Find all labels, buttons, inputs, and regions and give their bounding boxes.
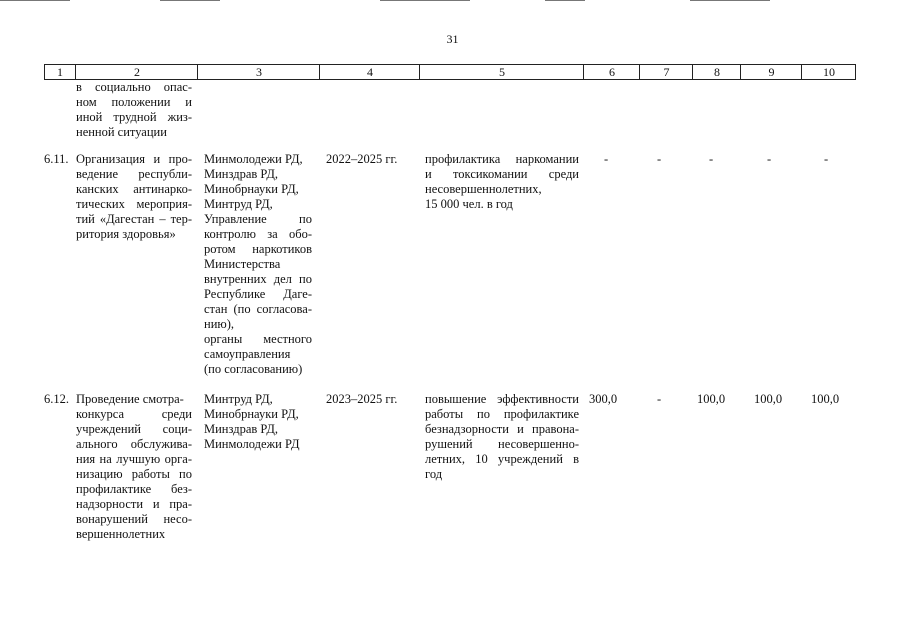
executor-line: Минмолодежи РД, [204,152,303,166]
row-6-12-col9: 100,0 [754,392,783,406]
row-6-12-col8: 100,0 [697,392,726,406]
header-col-7: 7 [639,65,693,79]
result-line: год [425,467,443,481]
row-6-12-executors [204,392,312,452]
executor-line: самоуправления [204,347,291,361]
executor-line: Минтруд РД, [204,197,273,211]
row-6-12-result [425,392,579,482]
row-6-12-number: 6.12. [44,392,69,406]
header-col-5: 5 [419,65,584,79]
row-6-12-col6: 300,0 [589,392,618,406]
executor-line: органы местного [204,332,312,346]
row-6-11-col9: - [767,152,772,166]
row-6-12-name [76,392,192,542]
name-line: тических мероприя- [76,197,192,211]
name-line: вонарушений несо- [76,512,192,526]
executor-line: нию), [204,317,235,331]
row-6-11-result [425,152,579,212]
row-6-11-executors [204,152,312,377]
name-line: ном положении и [76,95,192,109]
name-line: в социально опас- [76,80,192,94]
page-number: 31 [446,32,459,46]
header-col-9: 9 [740,65,802,79]
result-line: рушений несовершенно- [425,437,579,451]
result-line: работы по профилактике [425,407,579,421]
row-6-11-col7: - [657,152,662,166]
name-line: ненной ситуации [76,125,167,139]
row-6-11-period: 2022–2025 гг. [326,152,398,166]
executor-line: Минздрав РД, [204,167,279,181]
result-line: безнадзорности и правона- [425,422,579,436]
name-line: тий «Дагестан – тер- [76,212,192,226]
executor-line: ротом наркотиков [204,242,312,256]
name-line: надзорности и пра- [76,497,192,511]
table-header-row [44,64,856,80]
name-line: низацию работы по [76,467,192,481]
scan-mark [545,0,585,1]
name-line: иной трудной жиз- [76,110,192,124]
row-6-11-col6: - [604,152,609,166]
executor-line: Минобрнауки РД, [204,407,299,421]
executor-line: Управление по [204,212,312,226]
row-continuation-name [76,80,192,140]
row-6-12-col7: - [657,392,662,406]
executor-line: внутренних дел по [204,272,312,286]
scan-mark [690,0,770,1]
name-line: профилактике без- [76,482,192,496]
executor-line: Минздрав РД, [204,422,279,436]
scan-mark [160,0,220,1]
name-line: канских антинарко- [76,182,192,196]
header-col-8: 8 [692,65,741,79]
result-line: повышение эффективности [425,392,579,406]
header-col-4: 4 [319,65,420,79]
name-line: вершеннолетних [76,527,166,541]
header-col-3: 3 [197,65,320,79]
result-line: несовершеннолетних, [425,182,542,196]
name-line: Организация и про- [76,152,192,166]
scan-mark [0,0,70,1]
name-line: ритория здоровья» [76,227,176,241]
executor-line: Министерства [204,257,281,271]
executor-line: Республике Даге- [204,287,312,301]
result-line: профилактика наркомании [425,152,579,166]
header-col-10: 10 [801,65,856,79]
result-line: летних, 10 учреждений в [425,452,579,466]
header-col-6: 6 [583,65,640,79]
header-col-2: 2 [75,65,198,79]
row-6-12-period: 2023–2025 гг. [326,392,398,406]
executor-line: стан (по согласова- [204,302,312,316]
result-line: 15 000 чел. в год [425,197,513,211]
executor-line: Минобрнауки РД, [204,182,299,196]
row-6-11-col8: - [709,152,714,166]
row-6-11-name [76,152,192,242]
name-line: Проведение смотра- [76,392,184,406]
executor-line: Минтруд РД, [204,392,273,406]
executor-line: (по согласованию) [204,362,303,376]
row-6-11-col10: - [824,152,829,166]
scan-mark [380,0,470,1]
executor-line: Минмолодежи РД [204,437,300,451]
name-line: ведение республи- [76,167,192,181]
row-6-12-col10: 100,0 [811,392,840,406]
name-line: конкурса среди [76,407,192,421]
name-line: ния на лучшую орга- [76,452,192,466]
row-6-11-number: 6.11. [44,152,69,166]
name-line: учреждений соци- [76,422,192,436]
header-col-1: 1 [57,65,63,79]
result-line: и токсикомании среди [425,167,579,181]
name-line: ального обслужива- [76,437,192,451]
executor-line: контролю за обо- [204,227,312,241]
